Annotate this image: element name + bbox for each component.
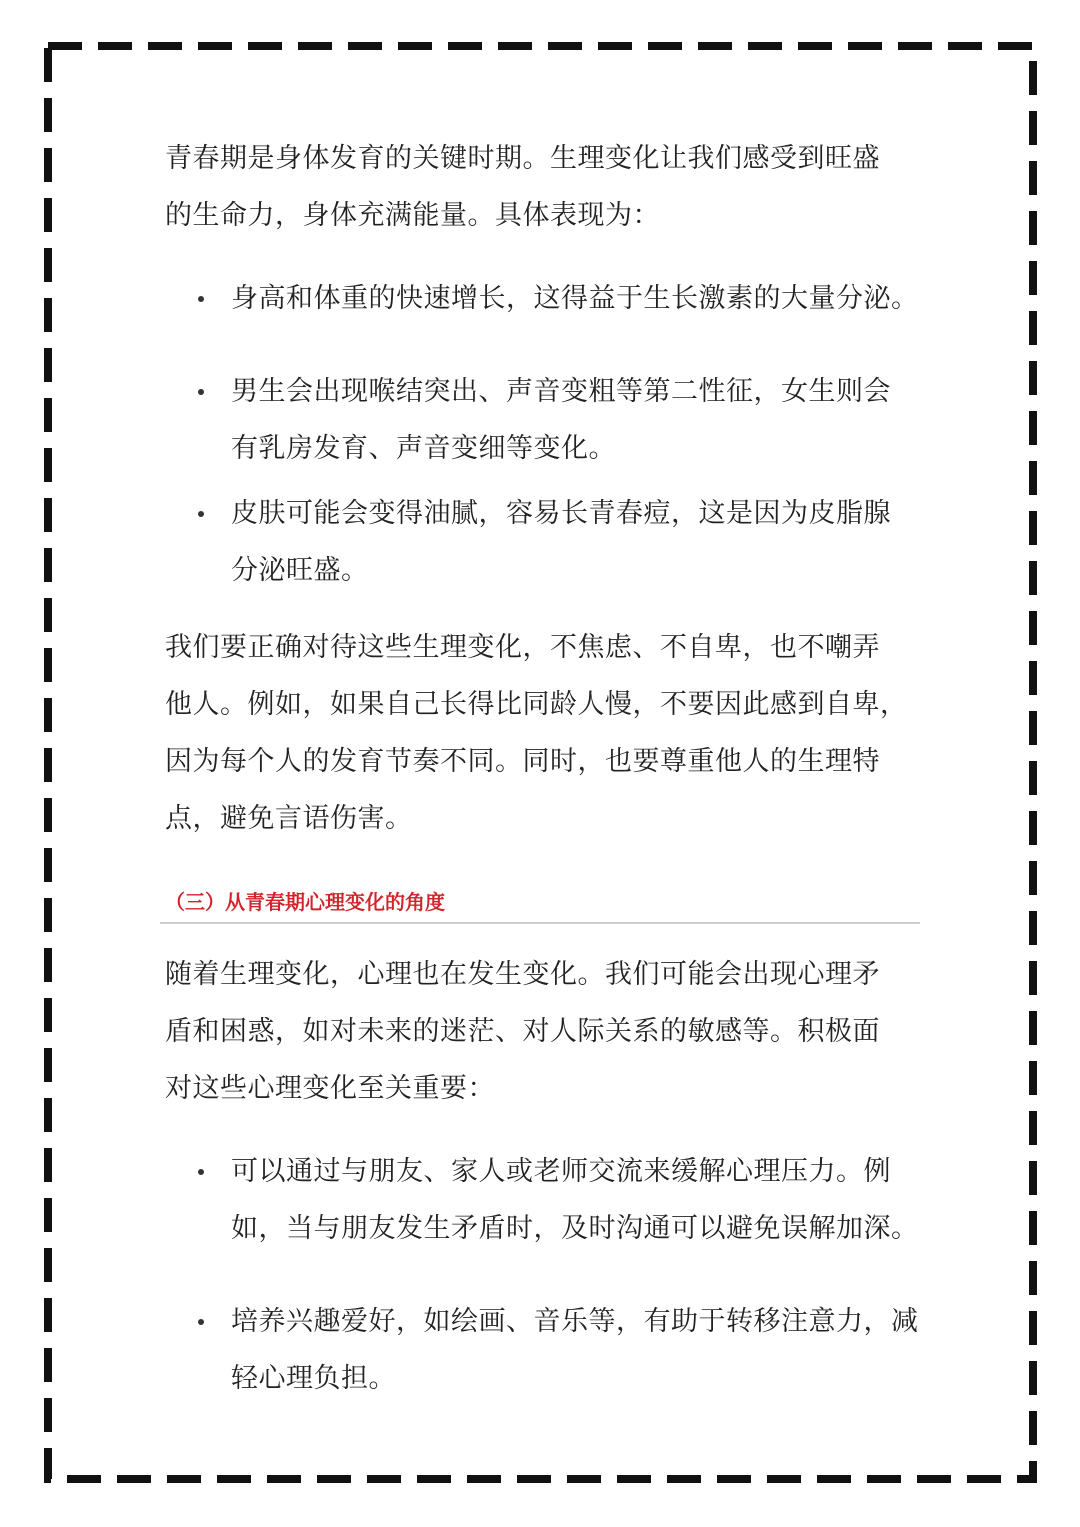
list-item — [165, 270, 935, 327]
psychological-tips-list — [165, 1143, 935, 1407]
attitude-paragraph — [165, 619, 935, 847]
section-heading: （三）从青春期心理变化的角度 — [165, 890, 445, 914]
section3-intro-line: 随着生理变化，心理也在发生变化。我们可能会出现心理矛 — [165, 959, 880, 990]
list-item — [165, 485, 935, 599]
list-item-line: 男生会出现喉结突出、声音变粗等第二性征，女生则会 — [231, 376, 891, 407]
list-item-line: 如，当与朋友发生矛盾时，及时沟通可以避免误解加深。 — [231, 1213, 919, 1244]
list-item — [165, 1293, 935, 1407]
list-item-line: 可以通过与朋友、家人或老师交流来缓解心理压力。例 — [231, 1156, 891, 1187]
section3-intro-line: 对这些心理变化至关重要： — [165, 1073, 495, 1104]
list-item-line: 轻心理负担。 — [231, 1363, 396, 1394]
list-item — [165, 363, 935, 477]
intro-paragraph — [165, 130, 935, 244]
attitude-line: 我们要正确对待这些生理变化，不焦虑、不自卑，也不嘲弄 — [165, 632, 880, 663]
section3-intro-paragraph — [165, 946, 935, 1117]
list-item-line: 有乳房发育、声音变细等变化。 — [231, 433, 616, 464]
document-body — [165, 130, 935, 917]
section3-body — [165, 946, 935, 1407]
section3-intro-line: 盾和困惑，如对未来的迷茫、对人际关系的敏感等。积极面 — [165, 1016, 880, 1047]
list-item-line: 培养兴趣爱好，如绘画、音乐等，有助于转移注意力，减 — [231, 1306, 919, 1337]
list-item — [165, 1143, 935, 1257]
intro-line-1: 青春期是身体发育的关键时期。生理变化让我们感受到旺盛 — [165, 143, 880, 174]
attitude-line: 点，避免言语伤害。 — [165, 803, 413, 834]
list-item-line: 身高和体重的快速增长，这得益于生长激素的大量分泌。 — [231, 283, 919, 314]
list-item-line: 分泌旺盛。 — [231, 555, 369, 586]
attitude-line: 因为每个人的发育节奏不同。同时，也要尊重他人的生理特 — [165, 746, 880, 777]
section-divider — [160, 922, 920, 924]
list-item-line: 皮肤可能会变得油腻，容易长青春痘，这是因为皮脂腺 — [231, 498, 891, 529]
attitude-line: 他人。例如，如果自己长得比同龄人慢，不要因此感到自卑， — [165, 689, 908, 720]
intro-line-2: 的生命力，身体充满能量。具体表现为： — [165, 200, 660, 231]
physical-changes-list — [165, 270, 935, 599]
